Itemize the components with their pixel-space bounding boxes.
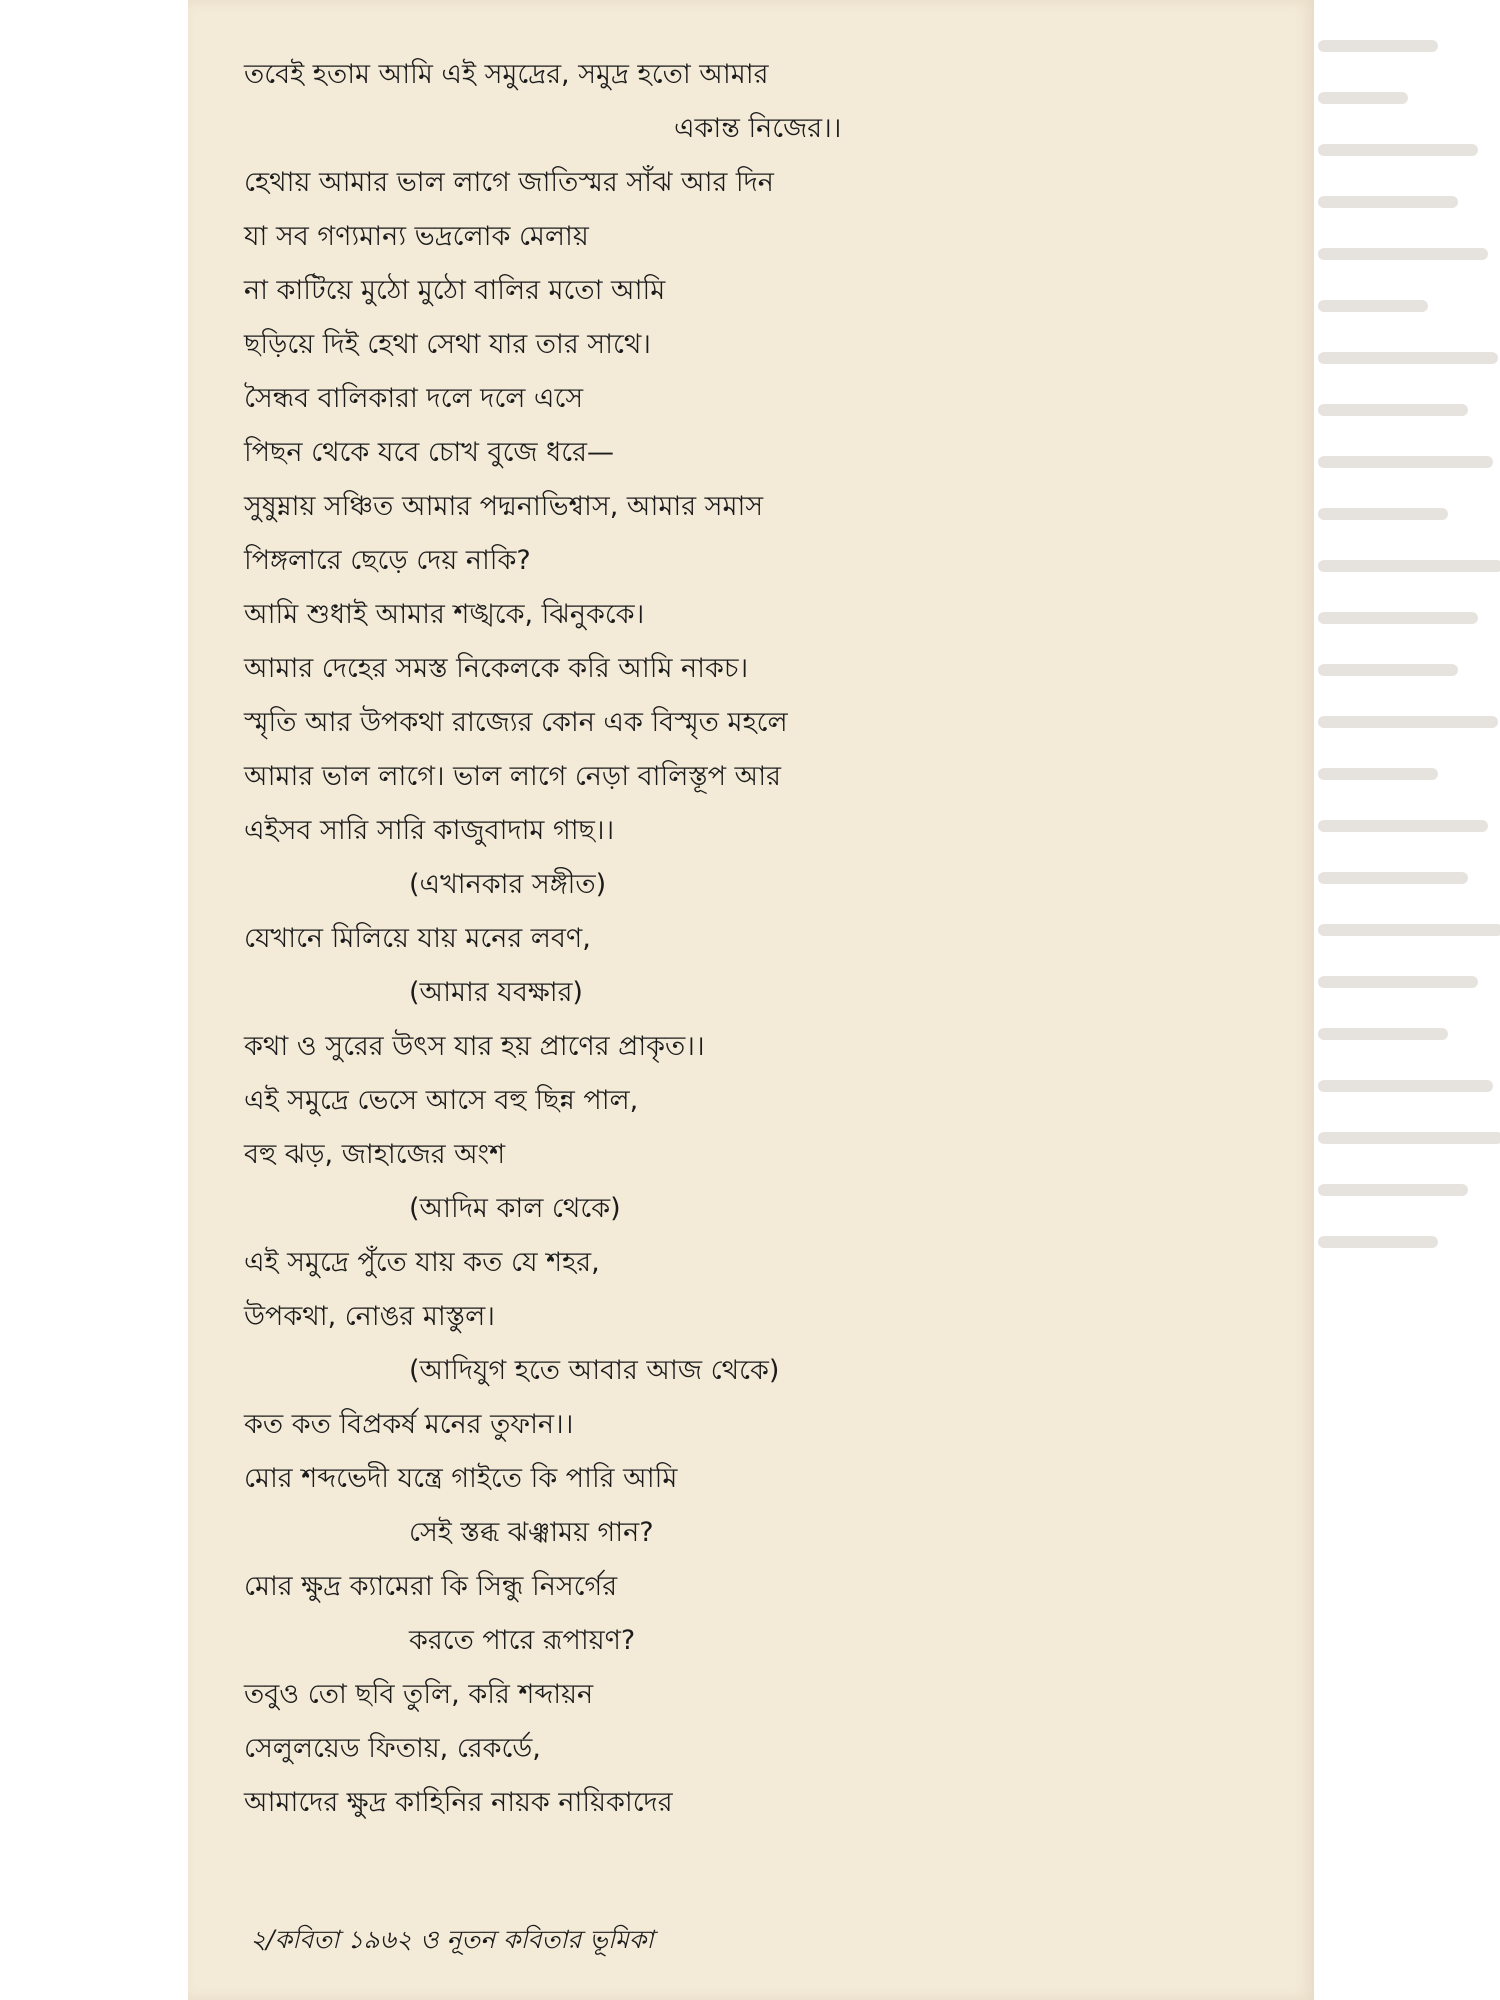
- poem-line: এইসব সারি সারি কাজুবাদাম গাছ।।: [244, 815, 615, 846]
- page-footer: ২/কবিতা ১৯৬২ ও নূতন কবিতার ভূমিকা: [250, 1925, 654, 1954]
- poem-line: স্মৃতি আর উপকথা রাজ্যের কোন এক বিস্মৃত মহলে: [244, 707, 788, 738]
- poem-line: মোর শব্দভেদী যন্ত্রে গাইতে কি পারি আমি: [244, 1463, 678, 1494]
- poem-line: আমার ভাল লাগে। ভাল লাগে নেড়া বালিস্তূপ আর: [244, 761, 781, 792]
- poem-line: (এখানকার সঙ্গীত): [409, 869, 607, 900]
- poem-line: একান্ত নিজের।।: [674, 113, 842, 144]
- poem-line: আমি শুধাই আমার শঙ্খকে, ঝিনুককে।: [244, 599, 645, 630]
- poem-line: এই সমুদ্রে পুঁতে যায় কত যে শহর,: [244, 1247, 600, 1278]
- poem-line: করতে পারে রূপায়ণ?: [409, 1625, 636, 1656]
- poem-line: সেই স্তব্ধ ঝঞ্ঝাময় গান?: [409, 1517, 654, 1548]
- poem-line: না কাটিয়ে মুঠো মুঠো বালির মতো আমি: [244, 275, 666, 306]
- bleed-through-text: [1318, 40, 1500, 1500]
- poem-line: উপকথা, নোঙর মাস্তুল।: [244, 1301, 495, 1332]
- poem-line: তবেই হতাম আমি এই সমুদ্রের, সমুদ্র হতো আমার: [244, 59, 769, 90]
- poem-line: হেথায় আমার ভাল লাগে জাতিস্মর সাঁঝ আর দিন: [244, 167, 774, 198]
- poem-line: সুষুম্নায় সঞ্চিত আমার পদ্মনাভিশ্বাস, আমার সমাস: [244, 491, 764, 522]
- poem-line: তবুও তো ছবি তুলি, করি শব্দায়ন: [244, 1679, 594, 1710]
- poem-line: (আদিযুগ হতে আবার আজ থেকে): [409, 1355, 780, 1386]
- poem-line: সৈন্ধব বালিকারা দলে দলে এসে: [244, 383, 584, 414]
- poem-line: কথা ও সুরের উৎস যার হয় প্রাণের প্রাকৃত।।: [244, 1031, 705, 1062]
- poem-line: আমার দেহের সমস্ত নিকেলকে করি আমি নাকচ।: [244, 653, 749, 684]
- poem-line: (আমার যবক্ষার): [409, 977, 583, 1008]
- poem-line: (আদিম কাল থেকে): [409, 1193, 621, 1224]
- poem-line: আমাদের ক্ষুদ্র কাহিনির নায়ক নায়িকাদের: [244, 1787, 673, 1818]
- poem-line: বহু ঝড়, জাহাজের অংশ: [244, 1139, 506, 1170]
- poem-line: কত কত বিপ্রকর্ষ মনের তুফান।।: [244, 1409, 574, 1440]
- poem-line: ছড়িয়ে দিই হেথা সেথা যার তার সাথে।: [244, 329, 651, 360]
- poem-line: এই সমুদ্রে ভেসে আসে বহু ছিন্ন পাল,: [244, 1085, 639, 1116]
- poem-line: পিছন থেকে যবে চোখ বুজে ধরে—: [244, 437, 615, 468]
- poem-line: যা সব গণ্যমান্য ভদ্রলোক মেলায়: [244, 221, 589, 252]
- poem-text: [244, 48, 1004, 1830]
- poem-line: মোর ক্ষুদ্র ক্যামেরা কি সিন্ধু নিসর্গের: [244, 1571, 618, 1602]
- poem-line: পিঙ্গলারে ছেড়ে দেয় নাকি?: [244, 545, 531, 576]
- poem-line: যেখানে মিলিয়ে যায় মনের লবণ,: [244, 923, 591, 954]
- poem-line: সেলুলয়েড ফিতায়, রেকর্ডে,: [244, 1733, 541, 1764]
